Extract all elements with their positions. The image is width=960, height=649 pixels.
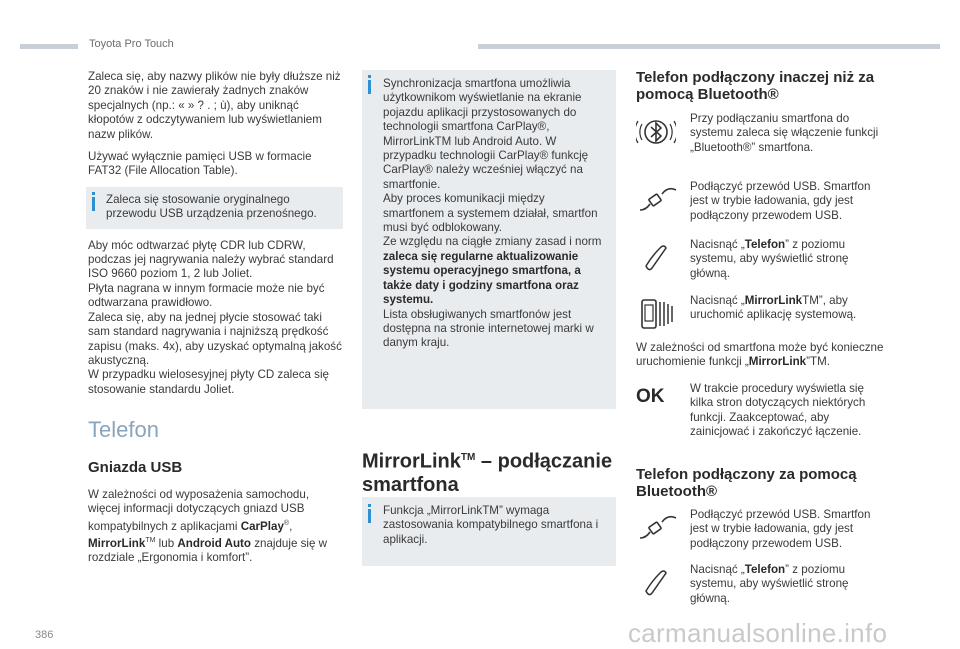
usb-section [88, 459, 343, 476]
info-icon [368, 509, 371, 523]
header-bar-right [478, 44, 940, 49]
usb-cable-icon [636, 180, 680, 220]
mirrorlink-title: MirrorLink™ – podłączanie smartfona [362, 450, 613, 496]
info-icon [368, 80, 371, 94]
info-note-sync: Synchronizacja smartfona umożliwia użytkownikom wyświetlanie na ekranie pojazdu aplikacji przystosowanych do technologii smartfona CarPlay®, MirrorLinkTM lub Android Auto. W przypadku technologii CarPlay® funkcję CarPlay® należy wcześniej włączyć na smartfonie. Aby proces komunikacji między smartfonem a systemem działał, smartfon musi być odblokowany. Ze względu na ciągłe zmiany zasad i norm zaleca się regularne aktualizowanie systemu operacyjnego smartfona, a także daty i godziny smartfona oraz systemu. Lista obsługiwanych smartfonów jest dostępna na stronie internetowej marki w danym kraju. [362, 70, 616, 409]
paragraph-cd-standards: Aby móc odtwarzać płytę CDR lub CDRW, podczas jej nagrywania należy wybrać standard ISO 9660 poziom 1, 2 lub Joliet. Płyta nagrana w innym formacie może nie być odtwarzana prawidłowo. Zaleca się, aby na jednej płycie stosować taki sam standard nagrywania i najniższą prędkość zapisu (maks. 4x), aby uzyskać optymalną jakość akustyczną. W przypadku wielosesyjnej płyty CD zaleca się stosowanie standardu Joliet. [88, 238, 342, 396]
info-note-usb-cable: Zaleca się stosowanie oryginalnego przewodu USB urządzenia przenośnego. [86, 187, 343, 229]
info-icon [92, 197, 95, 211]
ok-label: OK [636, 386, 665, 407]
header-title: Toyota Pro Touch [89, 38, 174, 50]
title-bluetooth: Telefon podłączony za pomocą Bluetooth® [636, 466, 857, 500]
paragraph-usb: W zależności od wyposażenia samochodu, więcej informacji dotyczących gniazd USB kompatybilnych z aplikacjami CarPlay®, MirrorLink™ lub Android Auto znajduje się w rozdziale „Ergonomia i komfort”. [88, 488, 328, 565]
usb-subtitle: Gniazda USB [88, 459, 183, 476]
bluetooth-icon [636, 112, 676, 152]
paragraph-mirrorlink-start: W zależności od smartfona może być konieczne uruchomienie funkcji „MirrorLink”TM. [636, 341, 884, 369]
column-2 [362, 70, 616, 409]
section-title: Telefon [88, 417, 159, 442]
column-1 [88, 70, 343, 397]
watermark: carmanualsonline.info [628, 618, 888, 648]
section-telefon [88, 417, 343, 442]
page-number: 386 [35, 629, 54, 641]
info-note-mirrorlink-wrap [362, 497, 616, 566]
info-note-mirrorlink: Funkcja „MirrorLinkTM” wymaga zastosowania kompatybilnego smartfona i aplikacji. [362, 497, 616, 566]
paragraph-filenames: Zaleca się, aby nazwy plików nie były dłuższe niż 20 znaków i nie zawierały żadnych znaków specjalnych (np.: « » ? . ; ù), aby uniknąć kłopotów z odczytywaniem lub wyświetlaniem nazw plików. [88, 70, 341, 141]
touch-press-icon [636, 563, 676, 599]
paragraph-fat32: Używać wyłącznie pamięci USB w formacie FAT32 (File Allocation Table). [88, 150, 312, 178]
touch-press-icon [636, 238, 676, 274]
mirrorlink-phone-icon [636, 294, 680, 334]
usb-cable-icon [636, 508, 680, 548]
title-no-bluetooth: Telefon podłączony inaczej niż za pomocą Bluetooth® [636, 69, 875, 103]
header-bar-left [20, 44, 78, 49]
